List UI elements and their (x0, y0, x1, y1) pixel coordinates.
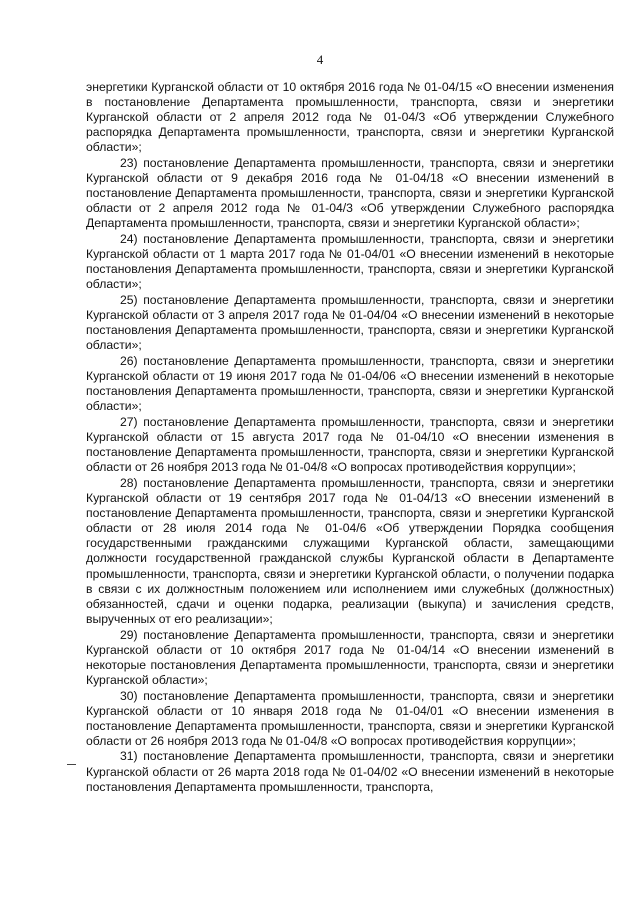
list-item-30: 30) постановление Департамента промышленности, транспорта, связи и энергетики Курганской области от 10 января 2018 года № 01-04/01 «О внесении изменения в постановление Департамента промышленности, транспорта, связи и энергетики Курганской области от 26 ноября 2013 года № 01-04/8 «О вопросах противодействия коррупции»; (86, 688, 614, 748)
list-item-31: 31) постановление Департамента промышленности, транспорта, связи и энергетики Курганской области от 26 марта 2018 года № 01-04/02 «О внесении изменений в некоторые постановления Департамента промышленности, транспорта, (86, 749, 614, 794)
list-item-25: 25) постановление Департамента промышленности, транспорта, связи и энергетики Курганской области от 3 апреля 2017 года № 01-04/04 «О внесении изменений в некоторые постановления Департамента промышленности, транспорта, связи и энергетики Курганской области»; (86, 293, 614, 353)
list-item-24: 24) постановление Департамента промышленности, транспорта, связи и энергетики Курганской области от 1 марта 2017 года № 01-04/01 «О внесении изменений в некоторые постановления Департамента промышленности, транспорта, связи и энергетики Курганской области»; (86, 232, 614, 292)
list-item-26: 26) постановление Департамента промышленности, транспорта, связи и энергетики Курганской области от 19 июня 2017 года № 01-04/06 «О внесении изменений в некоторые постановления Департамента промышленности, транспорта, связи и энергетики Курганской области»; (86, 354, 614, 414)
document-body (86, 80, 614, 795)
page-number: 4 (316, 52, 324, 67)
list-item-27: 27) постановление Департамента промышленности, транспорта, связи и энергетики Курганской области от 15 августа 2017 года № 01-04/10 «О внесении изменения в постановление Департамента промышленности, транспорта, связи и энергетики Курганской области от 26 ноября 2013 года № 01-04/8 «О вопросах противодействия коррупции»; (86, 415, 614, 475)
list-item-23: 23) постановление Департамента промышленности, транспорта, связи и энергетики Курганской области от 9 декабря 2016 года № 01-04/18 «О внесении изменений в постановление Департамента промышленности, транспорта, связи и энергетики Курганской области от 2 апреля 2012 года № 01-04/3 «Об утверждении Служебного распорядка Департамента промышленности, транспорта, связи и энергетики Курганской области»; (86, 156, 614, 231)
list-item-29: 29) постановление Департамента промышленности, транспорта, связи и энергетики Курганской области от 10 октября 2017 года № 01-04/14 «О внесении изменений в некоторые постановления Департамента промышленности, транспорта, связи и энергетики Курганской области»; (86, 627, 614, 687)
paragraph-continuation: энергетики Курганской области от 10 октября 2016 года № 01-04/15 «О внесении изменения в постановление Департамента промышленности, транспорта, связи и энергетики Курганской области от 2 апреля 2012 года № 01-04/3 «Об утверждении Служебного распорядка Департамента промышленности, транспорта, связи и энергетики Курганской области»; (86, 80, 614, 155)
margin-mark (67, 764, 76, 765)
list-item-28: 28) постановление Департамента промышленности, транспорта, связи и энергетики Курганской области от 19 сентября 2017 года № 01-04/13 «О внесении изменений в постановление Департамента промышленности, транспорта, связи и энергетики Курганской области от 28 июля 2014 года № 01-04/6 «Об утверждении Порядка сообщения государственными гражданскими служащими Курганской области, замещающими должности государственной гражданской службы Курганской области в Департаменте промышленности, транспорта, связи и энергетики Курганской области, о получении подарка в связи с их должностным положением или исполнением ими служебных (должностных) обязанностей, сдачи и оценки подарка, реализации (выкупа) и зачисления средств, вырученных от его реализации»; (86, 476, 614, 626)
